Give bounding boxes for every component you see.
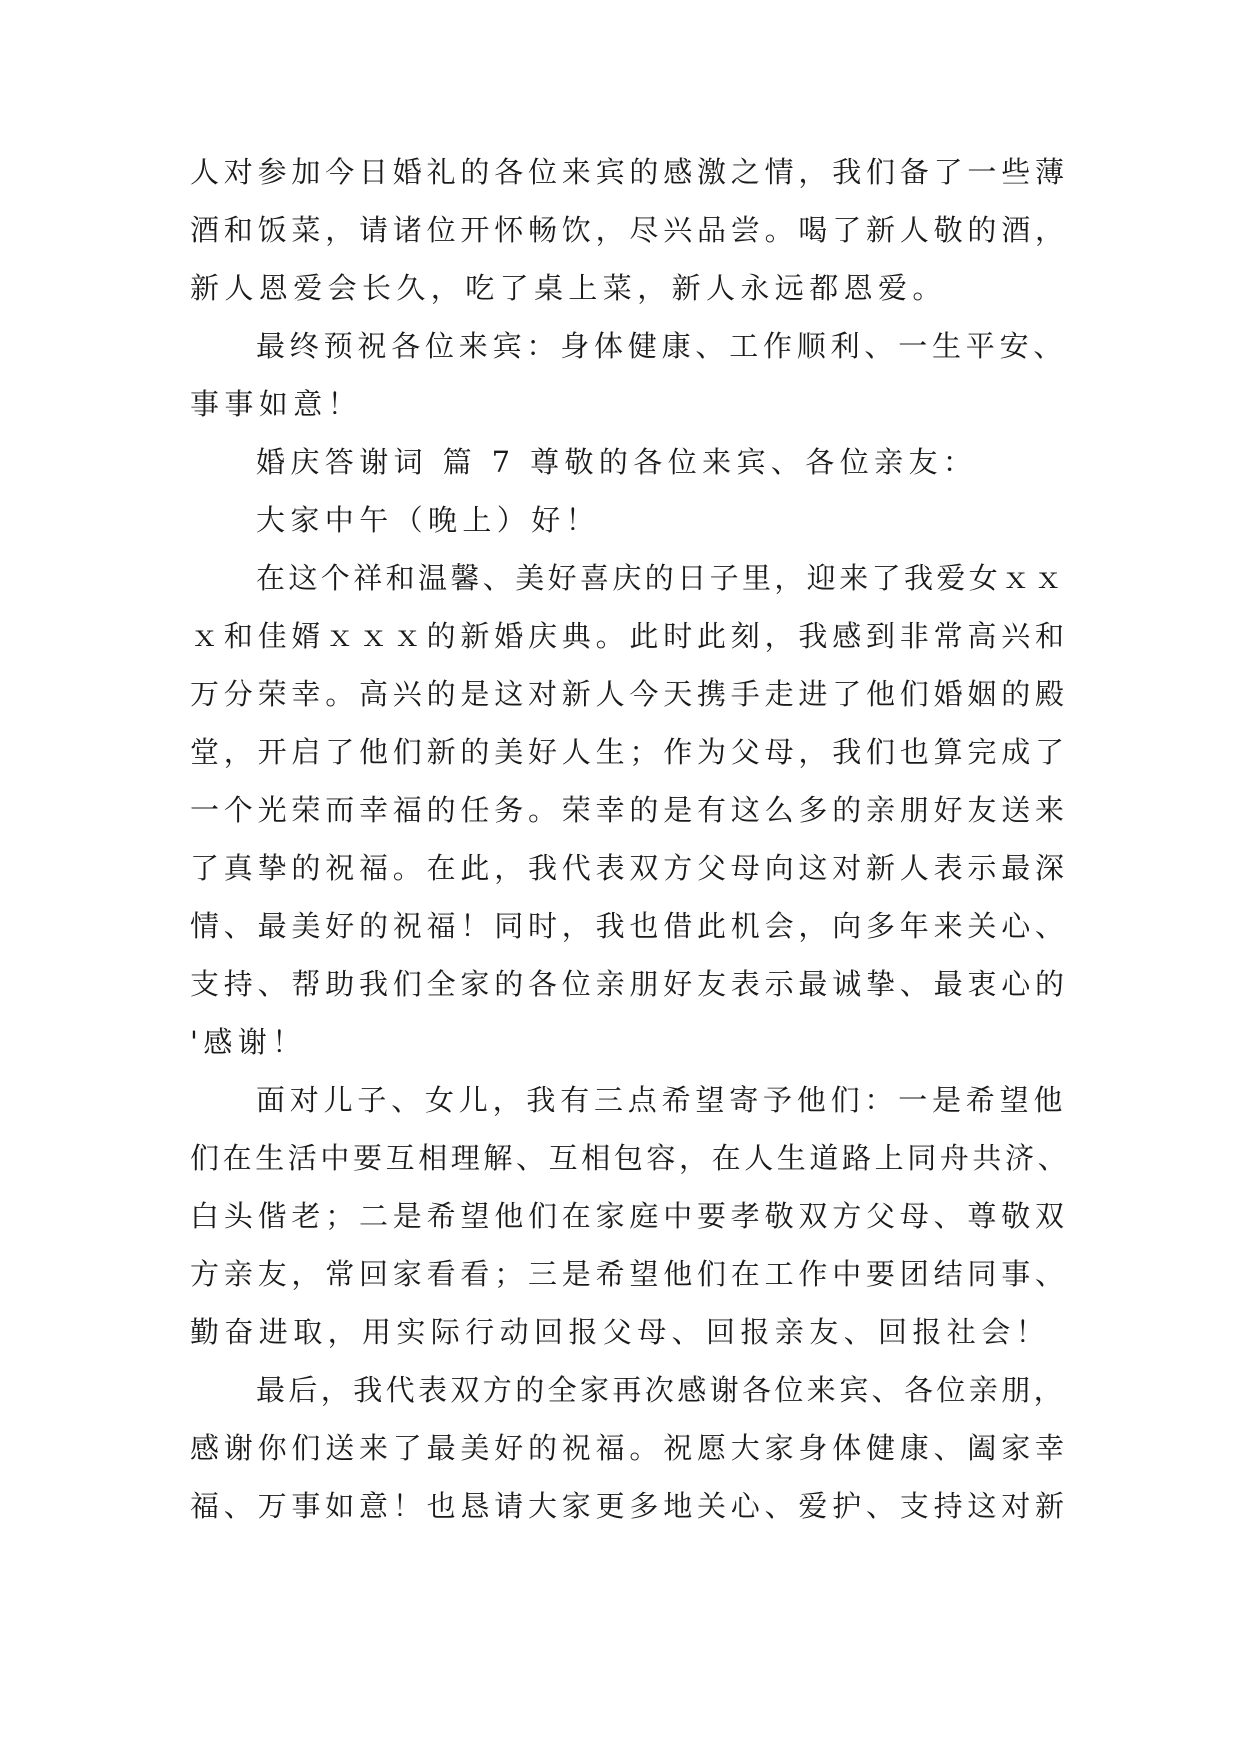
greeting-line: 大家中午（晚上）好！: [256, 503, 601, 537]
text-line: 方亲友，常回家看看；三是希望他们在工作中要团结同事、: [190, 1257, 1069, 1291]
text-line: 新人恩爱会长久，吃了桌上菜，新人永远都恩爱。: [190, 271, 947, 305]
text-line: 在这个祥和温馨、美好喜庆的日子里，迎来了我爱女ｘｘ: [256, 561, 1067, 595]
section-heading: 婚庆答谢词 篇 7 尊敬的各位来宾、各位亲友：: [256, 445, 978, 479]
text-line: '感谢！: [190, 1025, 307, 1059]
text-line: 最后，我代表双方的全家再次感谢各位来宾、各位亲朋，: [256, 1373, 1067, 1407]
text-line: 最终预祝各位来宾：身体健康、工作顺利、一生平安、: [256, 329, 1068, 363]
text-line: 万分荣幸。高兴的是这对新人今天携手走进了他们婚姻的殿: [190, 677, 1069, 711]
text-line: 们在生活中要互相理解、互相包容，在人生道路上同舟共济、: [190, 1141, 1071, 1175]
text-line: 酒和饭菜，请诸位开怀畅饮，尽兴品尝。喝了新人敬的酒，: [190, 213, 1069, 247]
text-line: 情、最美好的祝福！同时，我也借此机会，向多年来关心、: [190, 909, 1069, 943]
text-line: 堂，开启了他们新的美好人生；作为父母，我们也算完成了: [190, 735, 1069, 769]
text-line: 白头偕老；二是希望他们在家庭中要孝敬双方父母、尊敬双: [190, 1199, 1069, 1233]
text-line: 感谢你们送来了最美好的祝福。祝愿大家身体健康、阖家幸: [190, 1431, 1069, 1465]
text-line: 人对参加今日婚礼的各位来宾的感激之情，我们备了一些薄: [190, 155, 1069, 189]
text-line: 福、万事如意！也恳请大家更多地关心、爱护、支持这对新: [190, 1489, 1069, 1523]
text-line: 支持、帮助我们全家的各位亲朋好友表示最诚挚、最衷心的: [190, 967, 1069, 1001]
text-line: 勤奋进取，用实际行动回报父母、回报亲友、回报社会！: [190, 1315, 1051, 1349]
text-line: 了真挚的祝福。在此，我代表双方父母向这对新人表示最深: [190, 851, 1069, 885]
text-line: ｘ和佳婿ｘｘｘ的新婚庆典。此时此刻，我感到非常高兴和: [190, 619, 1069, 653]
text-line: 事事如意！: [190, 387, 363, 421]
text-line: 面对儿子、女儿，我有三点希望寄予他们：一是希望他: [256, 1083, 1068, 1117]
text-line: 一个光荣而幸福的任务。荣幸的是有这么多的亲朋好友送来: [190, 793, 1069, 827]
